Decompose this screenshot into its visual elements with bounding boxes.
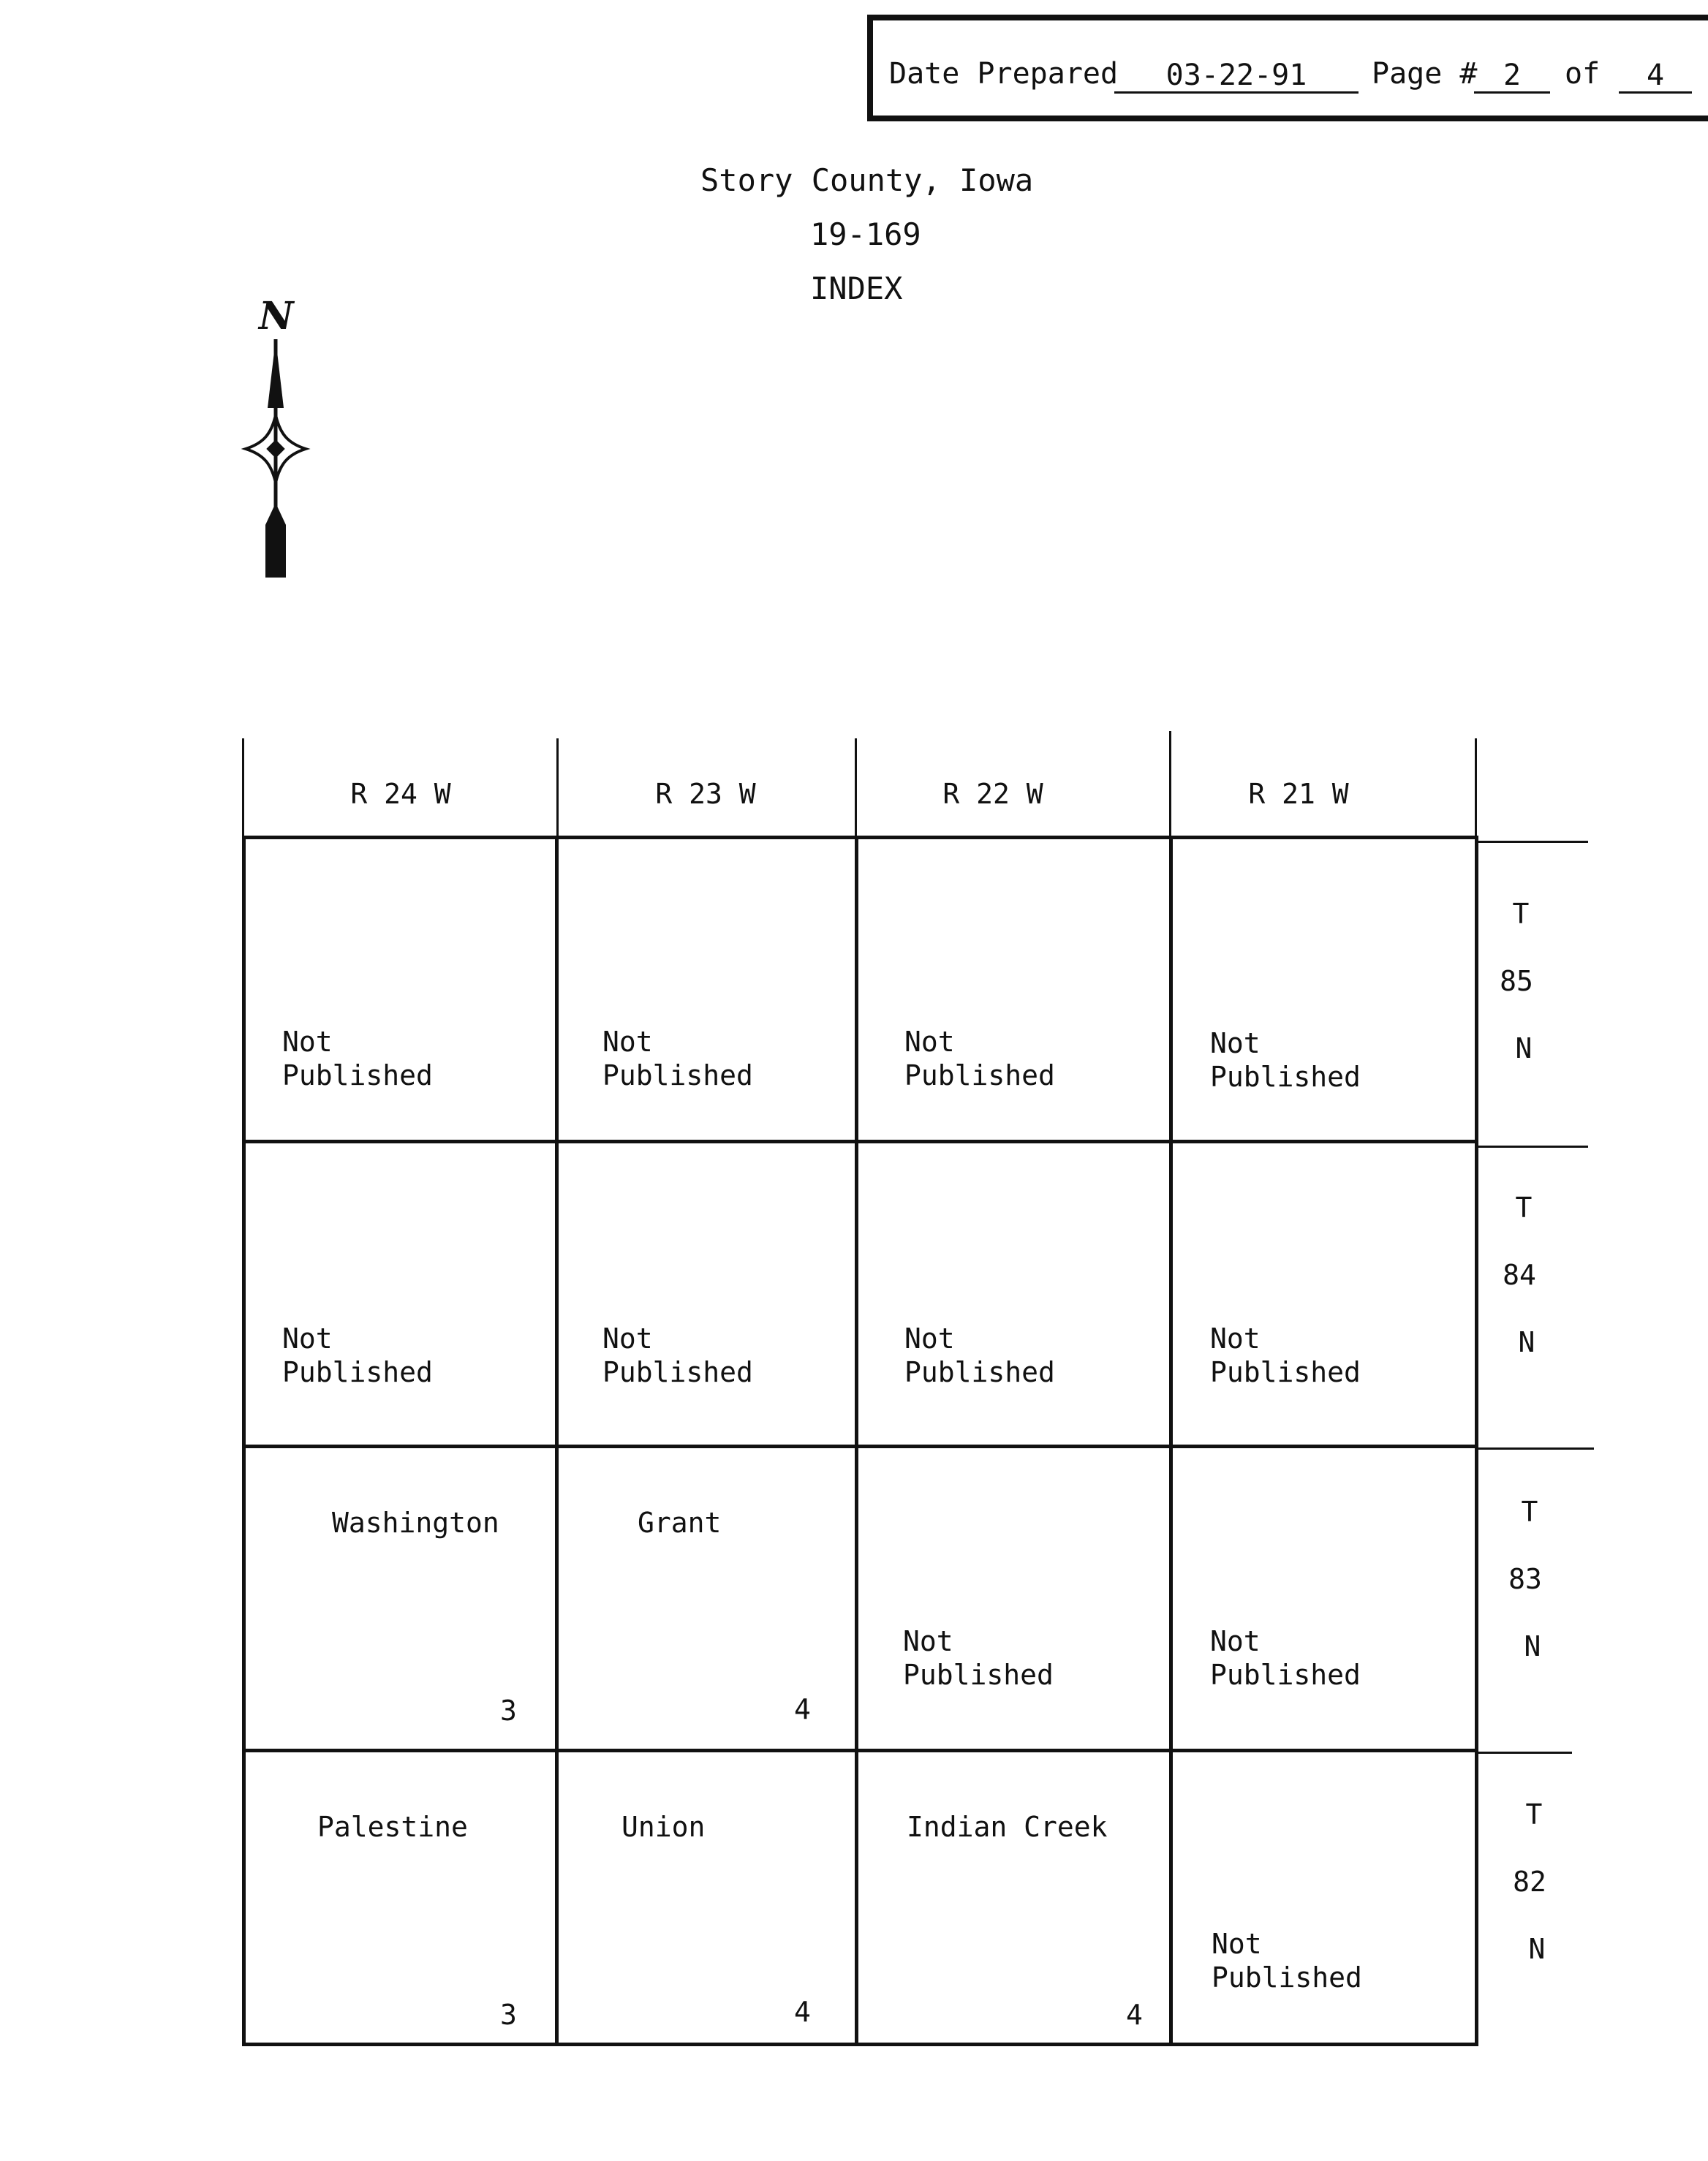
township-n: N — [1518, 1326, 1535, 1358]
grid-line — [242, 2043, 1478, 2046]
township-t: T — [1515, 1192, 1533, 1224]
cell-r23w-t83n-number: 4 — [794, 1693, 811, 1725]
page-number-label: Page # — [1372, 57, 1478, 91]
range-header-r22w: R 22 W — [942, 778, 1043, 810]
cell-r21w-t82n: Not Published — [1212, 1928, 1362, 1994]
cell-r23w-t82n-number: 4 — [794, 1996, 811, 2028]
cell-r22w-t83n: Not Published — [903, 1625, 1054, 1691]
cell-r24w-t82n: Palestine — [317, 1811, 468, 1843]
grid-line — [242, 1140, 1478, 1143]
township-divider — [1478, 841, 1588, 843]
township-number: 85 — [1500, 965, 1533, 997]
township-number: 82 — [1513, 1866, 1546, 1898]
cell-r22w-t82n: Indian Creek — [907, 1811, 1108, 1843]
range-header-r24w: R 24 W — [350, 778, 451, 810]
grid-line — [242, 836, 246, 2046]
grid-line — [1475, 836, 1478, 2046]
cell-r24w-t85n: Not Published — [282, 1026, 433, 1091]
township-t: T — [1521, 1496, 1538, 1528]
township-number: 84 — [1503, 1259, 1536, 1291]
range-divider — [242, 738, 244, 838]
township-t: T — [1512, 898, 1530, 930]
township-divider — [1478, 1752, 1572, 1754]
cell-r24w-t83n: Washington — [332, 1507, 499, 1539]
county-title: Story County, Iowa — [700, 162, 1034, 198]
range-header-r23w: R 23 W — [655, 778, 756, 810]
range-divider — [855, 738, 857, 838]
township-n: N — [1515, 1032, 1533, 1064]
cell-r23w-t84n: Not Published — [602, 1322, 753, 1388]
cell-r22w-t82n-number: 4 — [1126, 1999, 1143, 2031]
range-divider — [1169, 731, 1171, 838]
cell-r23w-t85n: Not Published — [602, 1026, 753, 1091]
township-divider — [1478, 1146, 1588, 1148]
cell-r24w-t84n: Not Published — [282, 1322, 433, 1388]
township-number: 83 — [1508, 1563, 1542, 1595]
cell-r23w-t83n: Grant — [638, 1507, 722, 1539]
page-of-label: of — [1565, 57, 1601, 91]
grid-line — [555, 836, 559, 2046]
index-title: INDEX — [810, 270, 903, 306]
date-prepared-value: 03-22-91 — [1114, 57, 1359, 94]
cell-r23w-t82n: Union — [621, 1811, 706, 1843]
range-header-r21w: R 21 W — [1248, 778, 1349, 810]
grid-line — [242, 1445, 1478, 1448]
north-arrow-icon — [241, 291, 314, 583]
cell-r21w-t85n: Not Published — [1210, 1027, 1361, 1093]
grid-line — [1169, 836, 1173, 2046]
page-number-value: 2 — [1474, 57, 1550, 94]
cell-r21w-t84n: Not Published — [1210, 1322, 1361, 1388]
range-divider — [1475, 738, 1477, 838]
grid-line — [242, 836, 1478, 839]
grid-line — [855, 836, 858, 2046]
township-t: T — [1525, 1798, 1543, 1831]
township-n: N — [1524, 1630, 1541, 1662]
grid-line — [242, 1749, 1478, 1752]
range-divider — [556, 738, 559, 838]
date-prepared-label: Date Prepared — [889, 57, 1119, 91]
county-code: 19-169 — [810, 216, 921, 252]
township-divider — [1478, 1447, 1594, 1450]
north-label: N — [259, 294, 294, 338]
page-total-value: 4 — [1619, 57, 1692, 94]
township-n: N — [1528, 1933, 1546, 1965]
cell-r21w-t83n: Not Published — [1210, 1625, 1361, 1691]
cell-r24w-t83n-number: 3 — [500, 1695, 517, 1727]
cell-r24w-t82n-number: 3 — [500, 1999, 517, 2031]
cell-r22w-t85n: Not Published — [904, 1026, 1055, 1091]
cell-r22w-t84n: Not Published — [904, 1322, 1055, 1388]
